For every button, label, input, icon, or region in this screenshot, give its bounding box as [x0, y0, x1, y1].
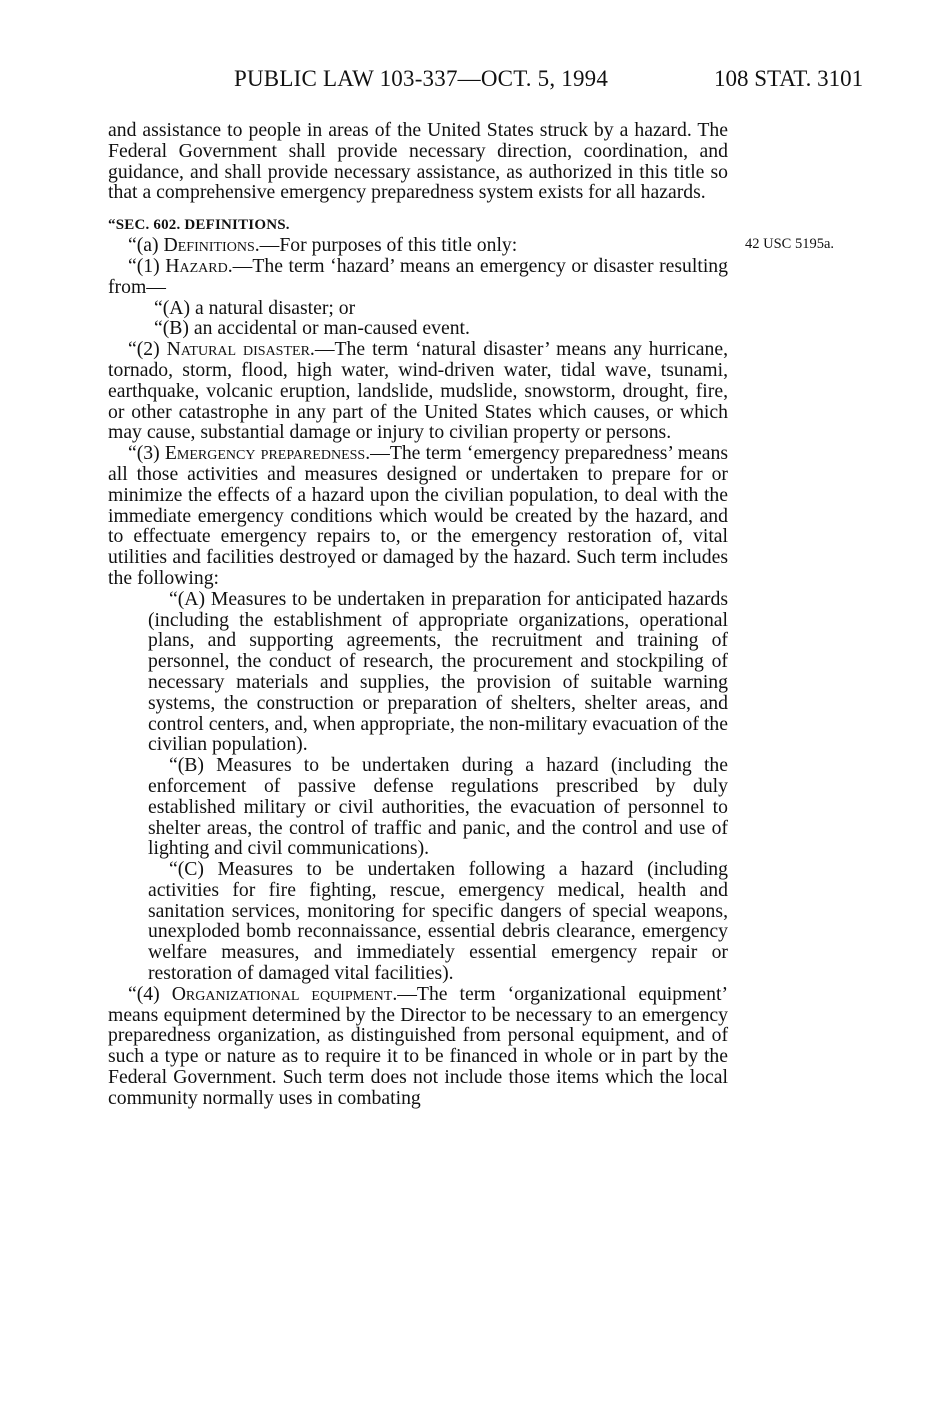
statute-reference: 108 STAT. 3101 — [714, 66, 864, 91]
preparedness-clause-b: “(B) Measures to be undertaken during a hazard (including the enforcement of passive defense regulations prescribed by duly established military or civil authorities, the evacuation of personnel to shelter areas, the control of traffic and panic, and the control and use of lighting and civil communications). — [148, 754, 728, 860]
subsection-a-text: .—For purposes of this title only: — [254, 234, 518, 257]
definition-organizational-equipment-heading: Organizational equipment — [171, 982, 393, 1005]
definition-organizational-equipment-open: “(4) — [128, 982, 172, 1005]
definition-natural-disaster-open: “(2) — [128, 338, 167, 361]
continuation-paragraph: and assistance to people in areas of the United States struck by a hazard. The Federal Government shall provide necessary direction, coordination, and guidance, and shall provide necessary assistance, as authorized in this title so that a comprehensive emergency preparedness system exists for all hazards. — [108, 119, 728, 204]
definition-emergency-preparedness-text: .—The term ‘emergency preparedness’ means all those activities and measures designed or undertaken to prepare for or minimize the effects of a hazard upon the civilian population, to deal with the immediate emergency conditions which would be created by the hazard, and to effectuate emergency repairs to, or the emergency restoration of, vital utilities and facilities destroyed or damaged by the hazard. Such term includes the following: — [108, 442, 728, 589]
section-heading: “SEC. 602. DEFINITIONS. — [108, 217, 290, 234]
definition-natural-disaster — [108, 339, 728, 443]
running-header — [0, 66, 947, 96]
definition-hazard-heading: Hazard — [165, 254, 228, 277]
subsection-a — [108, 235, 728, 256]
body-text — [108, 120, 728, 1109]
definition-hazard-open: “(1) — [128, 254, 166, 277]
subsection-a-open: “(a) — [128, 234, 164, 257]
definition-natural-disaster-heading: Natural disaster — [166, 338, 310, 361]
preparedness-clause-a: “(A) Measures to be undertaken in preparation for anticipated hazards (including the establishment of appropriate organizations, operational plans, and supporting agreements, the recruitment and training of personnel, the conduct of research, the procurement and stockpiling of necessary materials and supplies, the provision of suitable warning systems, the construction or preparation of shelters, shelter areas, and control centers, and, when appropriate, the non-military evacuation of the civilian population). — [148, 587, 728, 756]
definition-hazard-text: .—The term ‘hazard’ means an emergency or disaster resulting from— — [108, 254, 728, 298]
definition-organizational-equipment — [108, 984, 728, 1109]
hazard-clause-a: “(A) a natural disaster; or — [154, 296, 356, 319]
definition-emergency-preparedness — [108, 443, 728, 589]
law-title: PUBLIC LAW 103-337—OCT. 5, 1994 — [234, 66, 609, 91]
usc-sidenote: 42 USC 5195a. — [745, 236, 835, 252]
definition-natural-disaster-text: .—The term ‘natural disaster’ means any hurricane, tornado, storm, flood, high water, wind-driven water, tidal wave, tsunami, earthquake, volcanic eruption, landslide, mudslide, snowstorm, drought, fire, or other catastrophe in any part of the United States which causes, or which may cause, substantial damage or injury to civilian property or persons. — [108, 338, 728, 444]
subsection-a-heading: Definitions — [163, 234, 255, 257]
definition-emergency-preparedness-open: “(3) — [128, 442, 165, 465]
definition-emergency-preparedness-heading: Emergency preparedness — [164, 442, 366, 465]
preparedness-clause-c: “(C) Measures to be undertaken following a hazard (including activities for fire fighting, rescue, emergency medical, health and sanitation services, monitoring for specific dangers of special weapons, unexploded bomb reconnaissance, essential debris clearance, emergency welfare measures, and immediately essential emergency repair or restoration of damaged vital facilities). — [148, 858, 728, 985]
definition-organizational-equipment-text: .—The term ‘organizational equipment’ means equipment determined by the Director to be necessary to an emergency preparedness organization, as distinguished from personal equipment, and of such a type or nature as to require it to be financed in whole or in part by the Federal Government. Such term does not include those items which the local community normally uses in combating — [108, 982, 729, 1109]
hazard-clause-b: “(B) an accidental or man-caused event. — [154, 317, 470, 340]
definition-hazard — [108, 256, 728, 298]
